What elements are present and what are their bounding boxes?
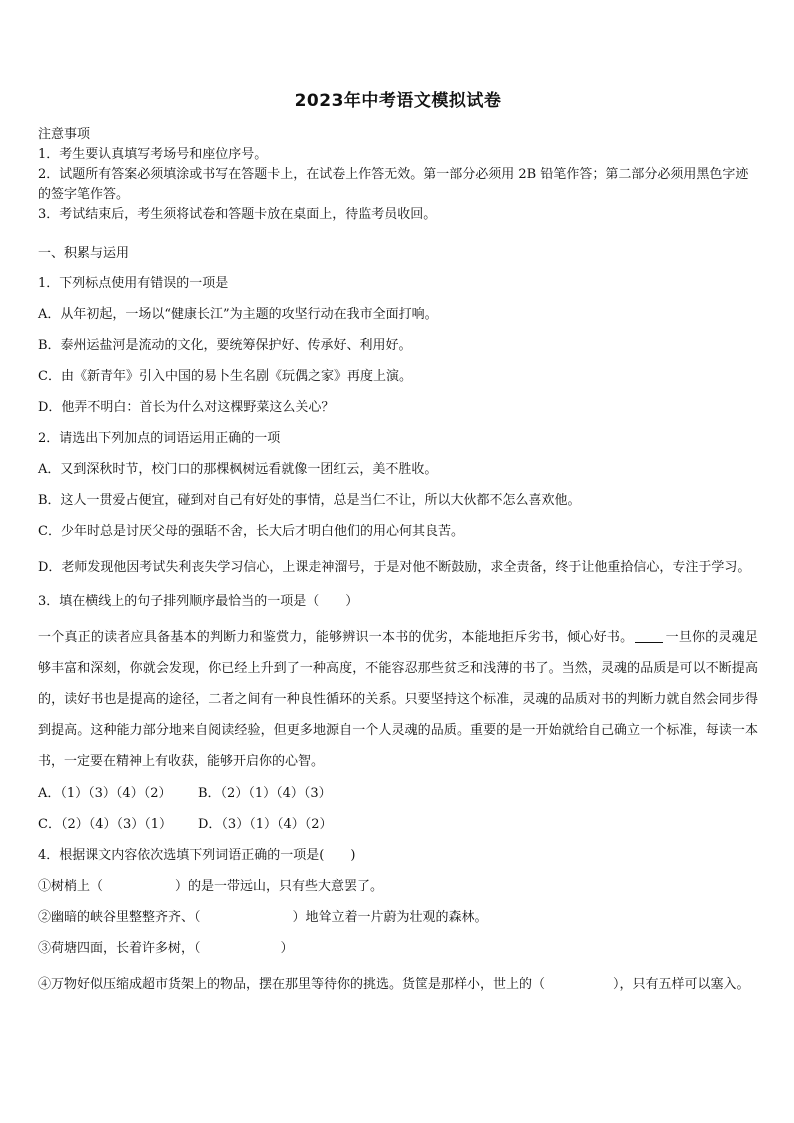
question-4-line-4-after: ），只有五样可以塞入。 — [613, 977, 750, 992]
question-3 — [38, 591, 758, 836]
question-1-option-a: A．从年初起，一场以“健康长江”为主题的攻坚行动在我市全面打响。 — [38, 307, 438, 322]
question-1-stem: 1．下列标点使用有错误的一项是 — [38, 276, 229, 291]
question-1 — [38, 273, 758, 419]
question-4-line-4-before: ④万物好似压缩成超市货架上的物品，摆在那里等待你的挑选。货筐是那样小，世上的（ — [38, 977, 546, 992]
question-3-passage-after: 一旦你的灵魂足够丰富和深刻，你就会发现，你已经上升到了一种高度，不能容忍那些贫乏和浅薄的书了。当然，灵魂的品质是可以不断提高的，读好书也是提高的途径，二者之间有一种良性循环的关系。只要坚持这个标准，灵魂的品质对书的判断力就自然会同步得到提高。这种能力部分地来自阅读经验，但更多地源自一个人灵魂的品质。重要的是一开始就给自己确立一个标准，每读一本书，一定要在精神上有收获，能够开启你的心智。 — [38, 630, 758, 769]
question-4-line-2 — [38, 907, 758, 929]
notice-section — [38, 125, 758, 225]
question-3-options-row-1 — [38, 783, 758, 805]
question-4 — [38, 845, 758, 1000]
question-3-options-row-2 — [38, 814, 758, 836]
notice-heading: 注意事项 — [38, 127, 91, 142]
exam-page — [38, 86, 758, 1000]
question-4-line-1 — [38, 876, 758, 898]
question-3-stem: 3．填在横线上的句子排列顺序最恰当的一项是（ ） — [38, 594, 359, 609]
question-2-stem: 2．请选出下列加点的词语运用正确的一项 — [38, 431, 281, 446]
question-3-passage-before: 一个真正的读者应具备基本的判断力和鉴赏力，能够辨识一本书的优劣，本能地拒斥劣书，倾心好书。 — [38, 630, 634, 645]
question-4-line-1-before: ①树梢上（ — [38, 879, 104, 894]
section-heading: 一、积累与运用 — [38, 246, 130, 261]
question-2-option-a: A．又到深秋时节，校门口的那棵枫树远看就像一团红云，美不胜收。 — [38, 462, 438, 477]
question-2 — [38, 428, 758, 583]
page-title: 2023年中考语文模拟试卷 — [294, 91, 502, 111]
question-4-line-1-after: ）的是一带远山，只有些大意罢了。 — [175, 879, 384, 894]
question-2-option-b: B．这人一贯爱占便宜，碰到对自己有好处的事情，总是当仁不让，所以大伙都不怎么喜欢他。 — [38, 493, 581, 508]
notice-item-3: 3．考试结束后，考生须将试卷和答题卡放在桌面上，待监考员收回。 — [38, 207, 437, 222]
notice-item-2: 2．试题所有答案必须填涂或书写在答题卡上，在试卷上作答无效。第一部分必须用 2B 铅笔作答；第二部分必须用黑色字迹的签字笔作答。 — [38, 167, 749, 202]
question-1-option-c: C．由《新青年》引入中国的易卜生名剧《玩偶之家》再度上演。 — [38, 369, 412, 384]
question-4-line-3-after: ） — [280, 941, 294, 956]
question-1-option-d: D．他弄不明白：首长为什么对这棵野菜这么关心？ — [38, 400, 335, 415]
question-2-option-d: D．老师发现他因考试失利丧失学习信心，上课走神溜号，于是对他不断鼓励，求全责备，终于让他重拾信心，专注于学习。 — [38, 560, 751, 575]
question-3-option-c: C．（2）（4）（3）（1） — [38, 817, 173, 832]
question-3-option-a: A．（1）（3）（4）（2） — [38, 786, 172, 801]
notice-item-1: 1．考生要认真填写考场号和座位序号。 — [38, 147, 268, 162]
answer-blank[interactable] — [635, 628, 663, 643]
question-4-line-4 — [38, 969, 758, 1000]
question-3-passage — [38, 622, 758, 777]
question-3-option-b: B．（2）（1）（4）（3） — [198, 786, 332, 801]
question-3-option-d: D．（3）（1）（4）（2） — [198, 817, 333, 832]
question-4-line-3 — [38, 938, 758, 960]
question-4-line-3-before: ③荷塘四面，长着许多树，（ — [38, 941, 201, 956]
question-4-line-2-before: ②幽暗的峡谷里整整齐齐、（ — [38, 910, 201, 925]
question-4-line-2-after: ）地耸立着一片蔚为壮观的森林。 — [292, 910, 488, 925]
question-1-option-b: B．泰州运盐河是流动的文化，要统筹保护好、传承好、利用好。 — [38, 338, 412, 353]
question-4-stem: 4．根据课文内容依次选填下列词语正确的一项是( ) — [38, 848, 356, 863]
question-2-option-c: C．少年时总是讨厌父母的强聒不舍，长大后才明白他们的用心何其良苦。 — [38, 524, 464, 539]
